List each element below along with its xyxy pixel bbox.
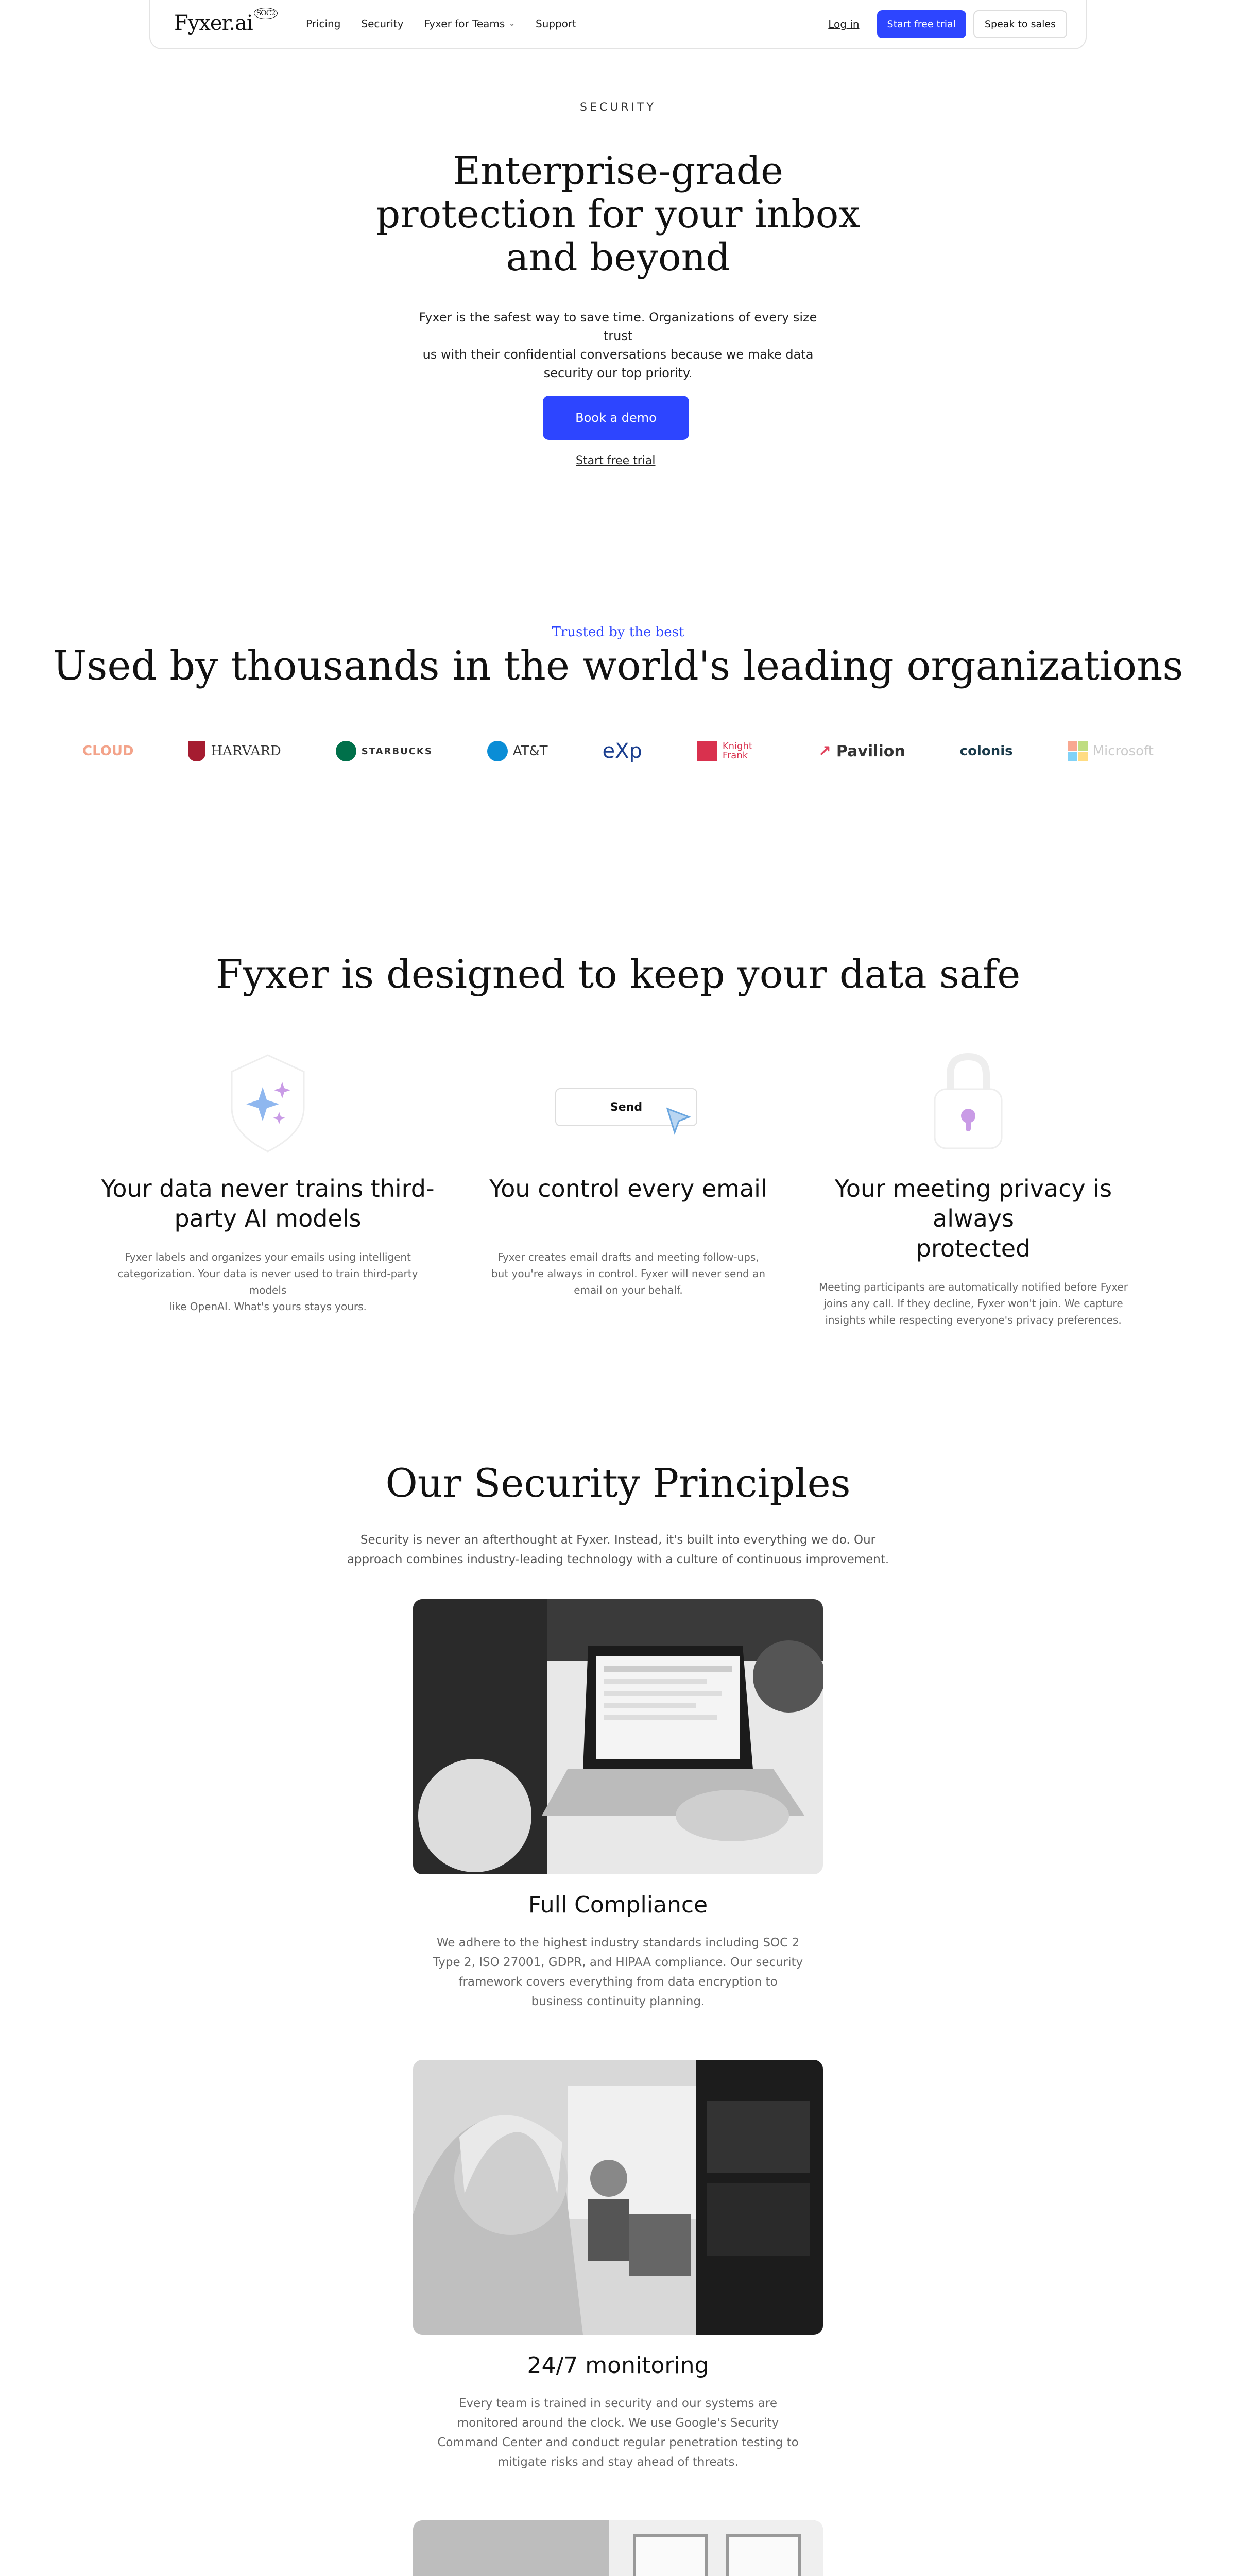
principles-title: Our Security Principles	[385, 1460, 851, 1506]
feature-title: Your data never trains third- party AI models	[101, 1175, 435, 1232]
chevron-down-icon: ⌄	[509, 20, 516, 28]
feature-no-training	[98, 1174, 438, 1315]
padlock-icon	[922, 1049, 1015, 1152]
hero-sub-line1: Fyxer is the safest way to save time. Organizations of every size trust	[419, 310, 817, 343]
hero-sub-line2: us with their confidential conversations because we make data	[422, 347, 814, 362]
speak-sales-button[interactable]: Speak to sales	[973, 10, 1067, 38]
logo-pavilion: ↗ Pavilion	[818, 742, 905, 760]
login-link[interactable]: Log in	[828, 18, 860, 30]
nav-link-support[interactable]: Support	[536, 18, 577, 30]
send-label: Send	[610, 1100, 643, 1114]
hero-subtitle	[407, 308, 829, 382]
feature-text: Fyxer labels and organizes your emails using intelligent categorization. Your data is never used to train third-party models like OpenAI. What's yours stays yours.	[117, 1251, 418, 1313]
logo-att: AT&T	[487, 741, 548, 761]
logo-microsoft: Microsoft	[1068, 741, 1154, 761]
hero-trial-link[interactable]: Start free trial	[576, 454, 656, 467]
sparkle-shield-icon	[221, 1051, 314, 1154]
team-meeting-photo	[413, 2520, 823, 2576]
logo-starbucks: STARBUCKS	[336, 741, 433, 761]
customer-logos	[82, 731, 1154, 772]
hero-title-line2: protection for your inbox	[375, 192, 861, 236]
nav-link-teams[interactable]	[424, 18, 515, 30]
trusted-eyebrow: Trusted by the best	[552, 624, 684, 640]
logo-cloud: CLOUD	[82, 743, 134, 759]
hero-sub-line3: security our top priority.	[543, 366, 693, 380]
feature-text: Fyxer creates email drafts and meeting follow-ups, but you're always in control. Fyxer will never send an email on your behalf.	[491, 1251, 765, 1296]
logo-knight-frank: Knight Frank	[697, 741, 764, 761]
principle-title-compliance: Full Compliance	[528, 1892, 708, 1918]
trusted-title: Used by thousands in the world's leading organizations	[53, 643, 1183, 689]
top-navigation	[149, 0, 1087, 49]
book-demo-button[interactable]: Book a demo	[543, 396, 689, 440]
hero-title-line3: and beyond	[506, 235, 730, 280]
monitoring-photo	[413, 2060, 823, 2335]
hero-title-line1: Enterprise-grade	[453, 149, 783, 193]
feature-meeting-privacy	[803, 1174, 1143, 1328]
principles-subtitle: Security is never an afterthought at Fyxer. Instead, it's built into everything we do. Our approach combines industry-leading technology with a culture of continuous improvement.	[347, 1533, 889, 1566]
hero-eyebrow: SECURITY	[580, 101, 656, 114]
nav-link-pricing[interactable]: Pricing	[306, 18, 341, 30]
nav-teams-label: Fyxer for Teams	[424, 18, 505, 30]
cursor-icon	[663, 1106, 694, 1137]
feature-text: Meeting participants are automatically notified before Fyxer joins any call. If they decline, Fyxer won't join. We capture insights while respecting everyone's privacy preferences.	[818, 1281, 1128, 1326]
feature-title: Your meeting privacy is always protected	[834, 1175, 1112, 1262]
logo-colonis: colonis	[959, 743, 1013, 759]
feature-title: You control every email	[489, 1175, 767, 1202]
fyxer-logo[interactable]: Fyxer.ai $^{SOC2}$	[174, 11, 277, 35]
safe-title: Fyxer is designed to keep your data safe	[215, 951, 1021, 997]
logo-harvard: HARVARD	[188, 741, 281, 761]
logo-exp: eXp	[602, 739, 642, 763]
start-trial-button[interactable]: Start free trial	[877, 10, 966, 38]
laptop-photo	[413, 1599, 823, 1874]
principle-title-monitoring: 24/7 monitoring	[527, 2352, 709, 2379]
principle-text-monitoring: Every team is trained in security and our systems are monitored around the clock. We use Google's Security Command Center and conduct regular penetration testing to mitigate risks and stay ahead of threats.	[437, 2397, 799, 2469]
feature-control-email	[458, 1174, 798, 1298]
principle-text-compliance: We adhere to the highest industry standards including SOC 2 Type 2, ISO 27001, GDPR, and HIPAA compliance. Our security framework covers everything from data encryption to business continuity planning.	[433, 1936, 803, 2008]
nav-link-security[interactable]: Security	[361, 18, 404, 30]
